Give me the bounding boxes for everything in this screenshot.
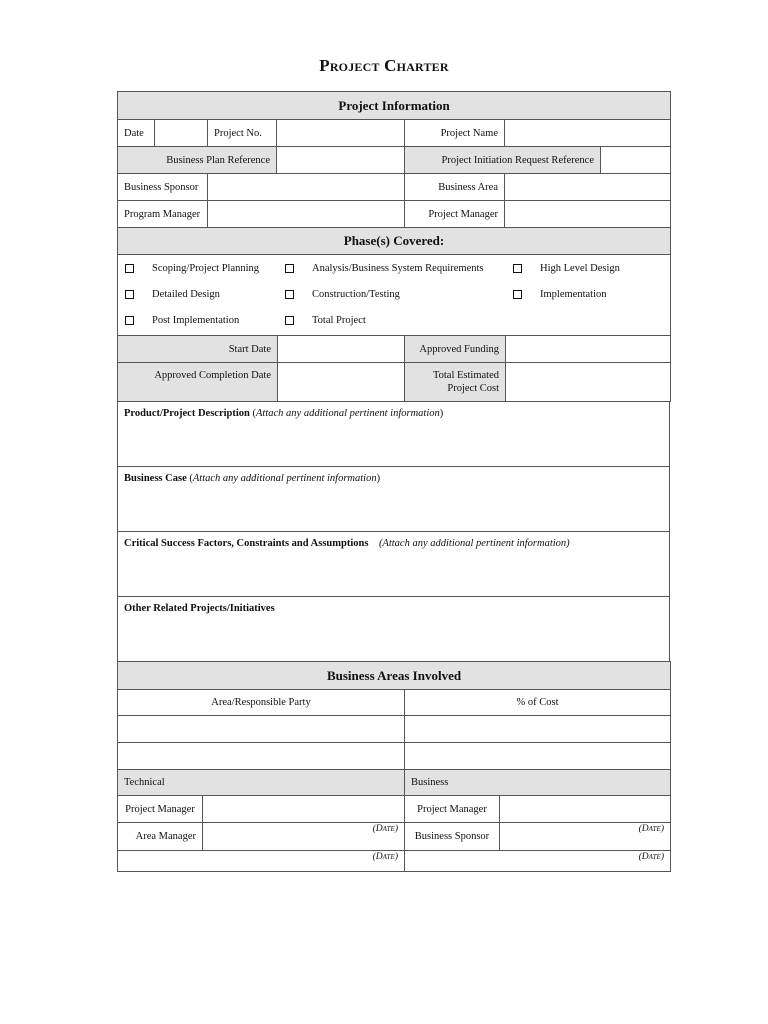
start-date-field[interactable] (278, 336, 405, 363)
approved-completion-label: Approved Completion Date (118, 363, 278, 402)
project-no-label: Project No. (208, 120, 277, 147)
biz-project-manager-label: Project Manager (405, 796, 500, 823)
area-manager-label: Area Manager (118, 823, 203, 851)
percent-cost-column-header: % of Cost (405, 690, 671, 716)
csf-title: Critical Success Factors, Constraints and Assumptions (124, 538, 369, 549)
signoff-table (117, 795, 671, 872)
description-table (117, 401, 670, 662)
checkbox-icon[interactable] (513, 290, 522, 299)
phase-checkbox-analysis[interactable]: Analysis/Business System Requirements (285, 263, 484, 274)
date-label: Date (118, 120, 155, 147)
percent-cost-cell[interactable] (405, 743, 671, 770)
business-areas-header: Business Areas Involved (118, 662, 671, 690)
percent-cost-cell[interactable] (405, 716, 671, 743)
schedule-table (117, 335, 671, 402)
approved-completion-field[interactable] (278, 363, 405, 402)
total-cost-label: Total Estimated Project Cost (405, 363, 506, 402)
product-description-note: Attach any additional pertinent information (256, 408, 440, 419)
total-cost-field[interactable] (506, 363, 671, 402)
area-party-cell[interactable] (118, 716, 405, 743)
page-title: Project Charter (319, 56, 449, 75)
project-initiation-field[interactable] (601, 147, 671, 174)
project-initiation-label: Project Initiation Request Reference (405, 147, 601, 174)
area-party-column-header: Area/Responsible Party (118, 690, 405, 716)
business-case-title: Business Case (124, 473, 187, 484)
business-areas-table (117, 661, 671, 796)
project-name-field[interactable] (505, 120, 671, 147)
approved-funding-label: Approved Funding (405, 336, 506, 363)
phase-checkbox-total-project[interactable]: Total Project (285, 315, 366, 326)
checkbox-icon[interactable] (125, 290, 134, 299)
csf-section[interactable] (118, 532, 670, 597)
csf-note: (Attach any additional pertinent information) (378, 538, 570, 549)
tech-pm-date[interactable]: (Date) (500, 823, 671, 851)
business-case-section[interactable]: Business Case (Attach any additional pertinent information) (118, 467, 670, 532)
business-sponsor-label: Business Sponsor (118, 174, 208, 201)
checkbox-icon[interactable] (513, 264, 522, 273)
table-row (118, 716, 671, 743)
phases-table (117, 227, 671, 336)
area-manager-signature-date[interactable]: (Date) (118, 851, 405, 872)
business-area-field[interactable] (505, 174, 671, 201)
project-manager-field[interactable] (505, 201, 671, 228)
project-info-header: Project Information (118, 92, 671, 120)
area-manager-date[interactable]: (Date) (203, 823, 405, 851)
business-sponsor-signoff-label: Business Sponsor (405, 823, 500, 851)
phase-checkbox-post-implementation[interactable]: Post Implementation (125, 315, 239, 326)
phase-checkbox-implementation[interactable]: Implementation (513, 289, 606, 300)
phase-checkbox-construction[interactable]: Construction/Testing (285, 289, 400, 300)
checkbox-icon[interactable] (125, 316, 134, 325)
approved-funding-field[interactable] (506, 336, 671, 363)
checkbox-icon[interactable] (125, 264, 134, 273)
phases-header: Phase(s) Covered: (118, 228, 671, 255)
tech-project-manager-signature[interactable] (203, 796, 405, 823)
project-info-table (117, 91, 671, 228)
phase-checklist (118, 255, 670, 335)
business-plan-ref-field[interactable] (277, 147, 405, 174)
start-date-label: Start Date (118, 336, 278, 363)
checkbox-icon[interactable] (285, 316, 294, 325)
business-case-note: Attach any additional pertinent information (192, 473, 377, 484)
checkbox-icon[interactable] (285, 290, 294, 299)
business-sponsor-signature-date[interactable]: (Date) (405, 851, 671, 872)
other-projects-section[interactable] (118, 597, 670, 662)
checkbox-icon[interactable] (285, 264, 294, 273)
technical-label: Technical (118, 770, 405, 796)
program-manager-label: Program Manager (118, 201, 208, 228)
product-description-title: Product/Project Description (124, 408, 250, 419)
project-no-field[interactable] (277, 120, 405, 147)
project-name-label: Project Name (405, 120, 505, 147)
other-projects-title: Other Related Projects/Initiatives (124, 603, 275, 614)
program-manager-field[interactable] (208, 201, 405, 228)
phase-checkbox-detailed-design[interactable]: Detailed Design (125, 289, 220, 300)
business-area-label: Business Area (405, 174, 505, 201)
product-description-section[interactable]: Product/Project Description (Attach any additional pertinent information) (118, 402, 670, 467)
phase-checkbox-scoping[interactable]: Scoping/Project Planning (125, 263, 259, 274)
table-row (118, 743, 671, 770)
tech-project-manager-label: Project Manager (118, 796, 203, 823)
business-sponsor-field[interactable] (208, 174, 405, 201)
area-party-cell[interactable] (118, 743, 405, 770)
date-field[interactable] (155, 120, 208, 147)
phase-checkbox-high-level-design[interactable]: High Level Design (513, 263, 620, 274)
project-manager-label: Project Manager (405, 201, 505, 228)
business-label: Business (405, 770, 671, 796)
business-plan-ref-label: Business Plan Reference (118, 147, 277, 174)
charter-form (117, 91, 670, 872)
biz-project-manager-signature[interactable] (500, 796, 671, 823)
